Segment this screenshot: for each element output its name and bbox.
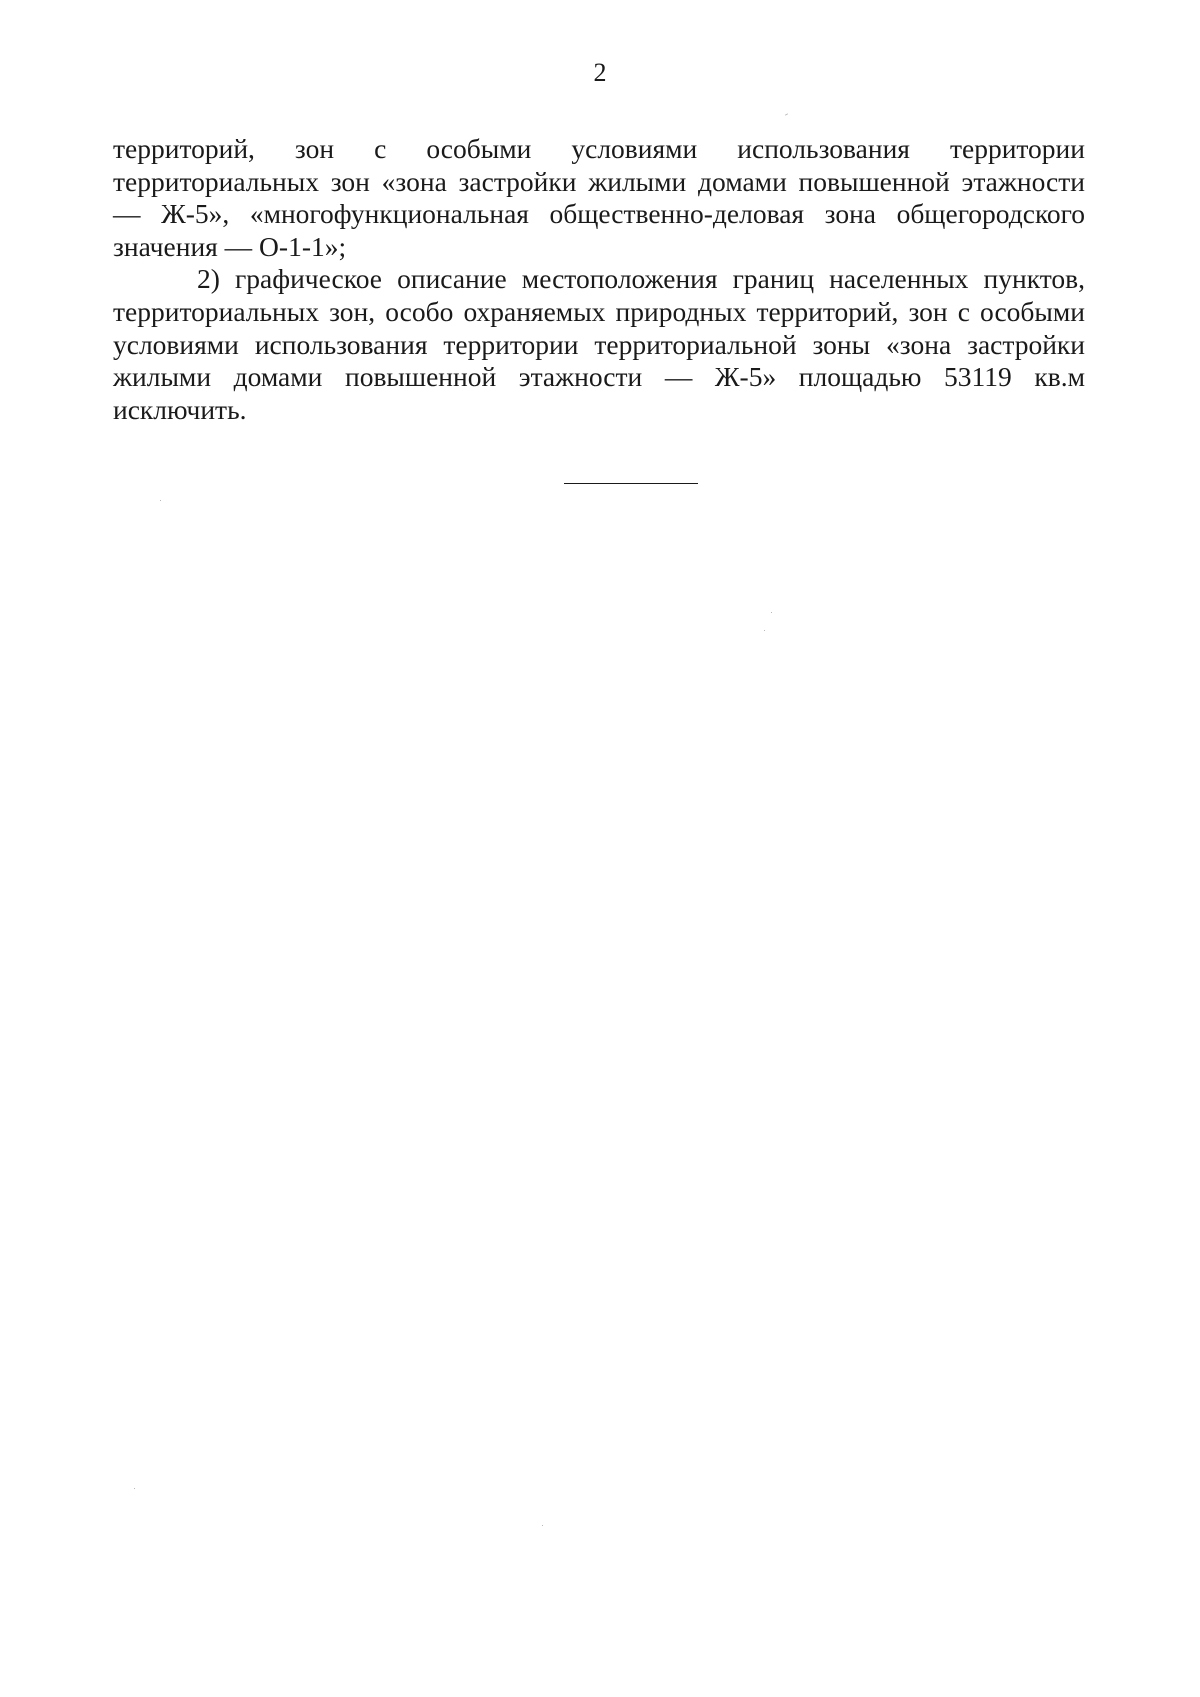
scan-speck (764, 630, 765, 631)
scan-speck (134, 1488, 135, 1489)
scan-speck (542, 1525, 543, 1526)
scan-speck (785, 113, 788, 115)
end-of-text-rule (564, 483, 698, 484)
page-number: 2 (593, 58, 607, 87)
document-body (113, 133, 1085, 426)
paragraph-continuation: территорий, зон с особыми условиями использования территории территориальных зон «зона застройки жилыми домами повышенной этажности — Ж-5», «многофункциональная общественно-деловая зона общегородского значения — О-1-1»; (113, 133, 1085, 262)
scan-speck (771, 612, 772, 613)
paragraph-item-2: 2) графическое описание местоположения границ населенных пунктов, территориальных зон, особо охраняемых природных территорий, зон с особыми условиями использования территории территориальной зоны «зона застройки жилыми домами повышенной этажности — Ж-5» площадью 53119 кв.м исключить. (113, 263, 1085, 425)
scan-speck (160, 500, 161, 501)
